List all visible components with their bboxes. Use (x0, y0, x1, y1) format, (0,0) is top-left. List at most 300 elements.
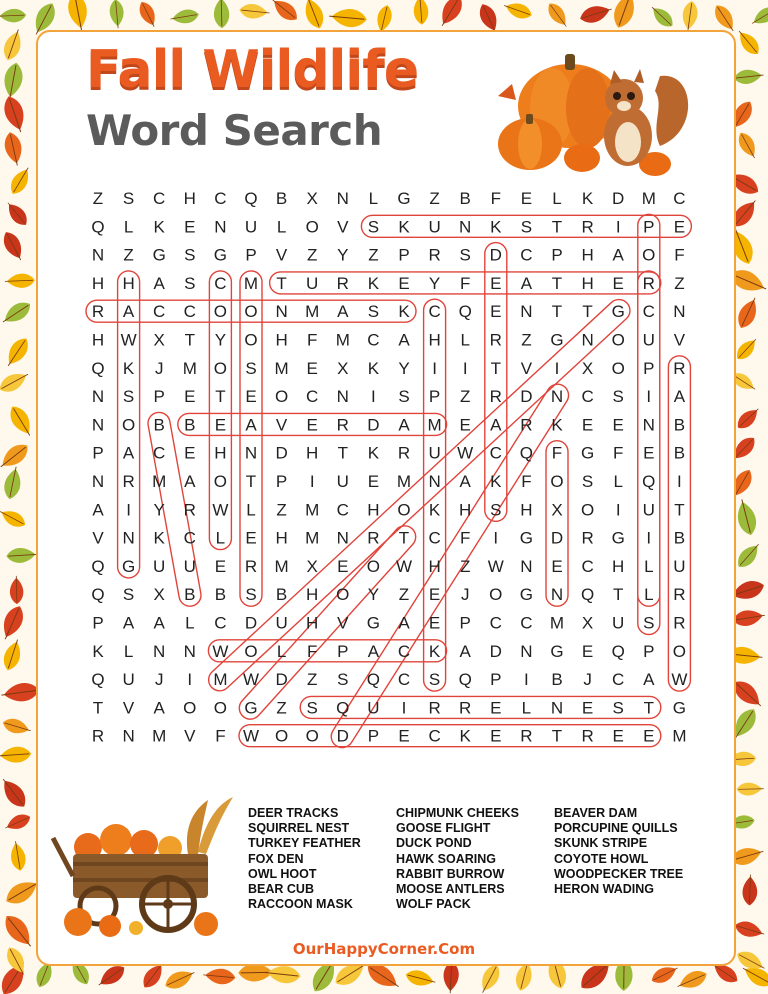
grid-letter: V (275, 245, 288, 265)
grid-letter: S (184, 245, 196, 265)
grid-letter: A (673, 387, 686, 407)
grid-letter: R (673, 585, 686, 605)
word-list-item: HAWK SOARING (396, 851, 496, 866)
grid-letter: O (213, 302, 228, 322)
grid-letter: P (551, 245, 563, 265)
word-list-column-1 (248, 806, 361, 912)
grid-letter: P (275, 472, 288, 491)
grid-letter: W (487, 556, 504, 576)
grid-letter: S (459, 245, 471, 265)
grid-letter: C (397, 670, 411, 690)
grid-letter: F (551, 443, 563, 463)
grid-letter: T (337, 443, 348, 463)
grid-letter: U (275, 613, 288, 633)
grid-letter: K (367, 273, 380, 293)
autumn-leaf-icon (413, 0, 430, 25)
autumn-leaf-icon (733, 540, 764, 572)
grid-letter: U (428, 217, 441, 237)
grid-letter: X (581, 613, 594, 633)
autumn-leaf-icon (213, 0, 229, 29)
grid-letter: A (612, 245, 624, 265)
grid-letter: Z (398, 585, 410, 605)
grid-letter: N (520, 302, 533, 322)
grid-letter: D (489, 245, 502, 265)
grid-letter: S (428, 670, 441, 690)
grid-letter: E (581, 698, 594, 718)
grid-letter: H (428, 330, 441, 350)
grid-letter: T (613, 585, 624, 605)
grid-letter: P (92, 613, 104, 633)
grid-letter: F (215, 726, 226, 746)
grid-letter: G (550, 330, 564, 350)
grid-letter: W (242, 726, 260, 746)
grid-letter: A (459, 472, 471, 491)
grid-letter: Q (458, 302, 472, 322)
grid-letter: R (336, 415, 349, 435)
grid-letter: K (153, 528, 165, 548)
grid-letter: E (612, 726, 624, 746)
grid-letter: A (184, 472, 196, 491)
grid-letter: N (642, 415, 655, 435)
grid-letter: O (489, 585, 503, 605)
grid-letter: H (91, 273, 105, 293)
grid-letter: M (335, 330, 350, 350)
grid-letter: L (276, 217, 287, 237)
grid-letter: I (462, 358, 468, 378)
grid-letter: S (643, 613, 655, 633)
grid-letter: B (214, 585, 227, 605)
grid-letter: R (367, 528, 380, 548)
autumn-leaf-icon (435, 0, 467, 30)
grid-letter: G (366, 613, 381, 633)
word-list-item: WOODPECKER TREE (554, 866, 684, 881)
autumn-leaf-icon (749, 3, 768, 29)
grid-letter: E (581, 641, 594, 661)
grid-letter: O (611, 330, 625, 350)
grid-letter: I (432, 358, 437, 378)
grid-letter: C (428, 726, 441, 746)
grid-letter: M (274, 556, 289, 576)
grid-letter: H (367, 500, 380, 520)
grid-letter: P (398, 245, 410, 265)
grid-letter: G (121, 556, 136, 576)
grid-letter: A (490, 415, 502, 435)
grid-letter: U (336, 472, 349, 491)
autumn-leaf-icon (65, 0, 90, 32)
grid-letter: H (428, 556, 441, 576)
grid-letter: T (92, 698, 104, 718)
grid-letter: U (428, 443, 441, 463)
grid-letter: U (183, 556, 196, 576)
grid-letter: R (91, 302, 105, 322)
grid-letter: M (641, 189, 656, 208)
grid-letter: C (397, 641, 411, 661)
grid-letter: W (457, 443, 474, 463)
grid-letter: J (460, 585, 470, 605)
grid-letter: Z (123, 245, 134, 265)
autumn-leaf-icon (0, 27, 25, 63)
grid-letter: O (274, 387, 289, 407)
grid-letter: Q (642, 472, 656, 491)
grid-letter: Z (307, 670, 318, 690)
autumn-leaf-icon (0, 746, 32, 764)
autumn-leaf-icon (735, 129, 761, 161)
grid-letter: F (490, 189, 501, 208)
grid-letter: E (581, 415, 594, 435)
grid-letter: R (336, 273, 349, 293)
grid-letter: Y (214, 330, 227, 350)
autumn-leaf-icon (0, 774, 31, 811)
grid-letter: V (92, 528, 104, 548)
grid-letter: E (184, 443, 196, 463)
grid-letter: C (336, 500, 349, 520)
grid-letter: B (153, 415, 165, 435)
autumn-leaf-icon (239, 3, 271, 20)
grid-letter: N (520, 641, 533, 661)
grid-letter: M (305, 528, 320, 548)
grid-letter: E (551, 556, 563, 576)
grid-letter: N (122, 528, 135, 548)
grid-letter: H (122, 273, 135, 293)
grid-letter: S (490, 500, 502, 520)
grid-letter: S (122, 387, 135, 407)
grid-letter: C (581, 556, 594, 576)
grid-letter: H (306, 443, 319, 463)
grid-letter: T (490, 358, 501, 378)
grid-letter: O (397, 500, 411, 520)
grid-letter: P (459, 613, 471, 633)
grid-letter: N (91, 472, 105, 491)
grid-letter: N (336, 189, 349, 208)
grid-letter: O (305, 726, 319, 746)
grid-letter: A (398, 330, 410, 350)
grid-letter: L (246, 500, 256, 520)
grid-letter: J (583, 670, 592, 690)
grid-letter: D (489, 641, 502, 661)
grid-letter: R (489, 330, 502, 350)
grid-letter: C (520, 245, 533, 265)
grid-letter: N (581, 330, 594, 350)
autumn-leaf-icon (268, 0, 301, 25)
grid-letter: T (582, 302, 593, 322)
grid-letter: J (154, 670, 164, 690)
grid-letter: Y (153, 500, 165, 520)
autumn-leaf-icon (264, 964, 301, 985)
grid-letter: G (519, 528, 534, 548)
grid-letter: U (367, 698, 380, 718)
grid-letter: R (520, 726, 533, 746)
grid-letter: H (275, 528, 288, 548)
grid-letter: N (275, 302, 288, 322)
grid-letter: E (306, 415, 318, 435)
autumn-leaf-icon (502, 0, 534, 22)
grid-letter: F (521, 472, 532, 491)
grid-letter: E (306, 358, 318, 378)
grid-letter: E (184, 387, 196, 407)
grid-letter: A (643, 670, 655, 690)
grid-letter: S (612, 387, 624, 407)
grid-letter: Z (92, 189, 104, 208)
grid-letter: K (581, 189, 594, 208)
grid-letter: D (367, 415, 380, 435)
grid-letter: W (242, 670, 260, 690)
grid-letter: C (489, 613, 502, 633)
grid-letter: I (646, 387, 652, 407)
autumn-leaf-icon (742, 874, 758, 905)
grid-letter: E (245, 387, 257, 407)
grid-letter: Y (337, 245, 349, 265)
autumn-leaf-icon (404, 968, 437, 990)
autumn-leaf-icon (732, 608, 766, 628)
grid-letter: P (367, 726, 380, 746)
grid-letter: S (367, 302, 380, 322)
grid-letter: H (306, 613, 319, 633)
grid-letter: B (673, 415, 686, 435)
autumn-leaf-icon (0, 506, 28, 531)
grid-letter: P (92, 443, 104, 463)
grid-letter: N (550, 585, 564, 605)
grid-letter: I (309, 472, 315, 491)
grid-letter: Q (91, 358, 105, 378)
grid-letter: E (428, 585, 441, 605)
grid-letter: C (183, 528, 196, 548)
grid-letter: S (581, 472, 594, 491)
autumn-leaf-icon (162, 966, 197, 993)
grid-letter: K (92, 641, 104, 661)
grid-letter: L (185, 613, 195, 633)
grid-letter: G (550, 641, 564, 661)
grid-letter: G (611, 528, 625, 548)
grid-letter: K (367, 443, 380, 463)
grid-letter: B (275, 585, 288, 605)
grid-letter: Q (458, 670, 472, 690)
grid-letter: I (493, 528, 499, 548)
grid-letter: C (153, 189, 166, 208)
grid-letter: R (489, 387, 502, 407)
grid-letter: E (490, 302, 502, 322)
autumn-leaf-icon (2, 465, 24, 500)
grid-letter: S (367, 217, 380, 237)
grid-letter: Q (91, 556, 105, 576)
grid-letter: R (673, 358, 686, 378)
grid-letter: A (153, 698, 165, 718)
grid-letter: R (520, 415, 533, 435)
autumn-leaf-icon (648, 2, 677, 30)
grid-letter: A (337, 302, 349, 322)
grid-letter: N (336, 528, 349, 548)
autumn-leaf-icon (8, 840, 27, 872)
grid-letter: S (245, 585, 257, 605)
pumpkin-squirrel-illustration (490, 36, 700, 186)
grid-letter: M (243, 273, 259, 293)
grid-letter: R (581, 726, 594, 746)
grid-letter: R (91, 726, 105, 746)
site-footer-link[interactable]: OurHappyCorner.Com (292, 940, 476, 958)
grid-letter: X (153, 585, 165, 605)
grid-letter: I (187, 670, 193, 690)
grid-letter: R (183, 500, 196, 520)
grid-letter: C (428, 302, 441, 322)
grid-letter: B (673, 443, 686, 463)
grid-letter: P (490, 670, 502, 690)
autumn-leaf-icon (328, 7, 367, 28)
word-list-item: DEER TRACKS (248, 806, 339, 820)
word-list-item: BEAR CUB (248, 882, 314, 897)
grid-letter: G (580, 443, 595, 463)
grid-letter: C (367, 330, 380, 350)
autumn-leaf-icon (109, 0, 125, 29)
grid-letter: O (213, 358, 228, 378)
grid-letter: S (122, 585, 135, 605)
grid-letter: M (152, 472, 167, 491)
grid-letter: N (520, 556, 533, 576)
grid-letter: Y (398, 358, 410, 378)
grid-letter: E (490, 273, 502, 293)
autumn-leaf-icon (733, 918, 766, 941)
grid-letter: E (643, 443, 655, 463)
grid-letter: D (275, 670, 288, 690)
grid-letter: H (581, 273, 594, 293)
grid-letter: P (337, 641, 349, 661)
grid-letter: O (213, 472, 228, 491)
squirrel-icon (604, 69, 688, 166)
grid-letter: K (428, 641, 441, 661)
grid-letter: T (551, 217, 563, 237)
grid-letter: N (214, 217, 227, 237)
word-list-item: GOOSE FLIGHT (396, 821, 491, 836)
grid-letter: S (306, 698, 318, 718)
grid-letter: M (213, 670, 228, 690)
grid-letter: Q (366, 670, 381, 690)
grid-letter: I (126, 500, 131, 520)
grid-letter: M (549, 613, 565, 633)
grid-letter: J (154, 358, 164, 378)
grid-letter: N (153, 641, 166, 661)
grid-letter: Y (428, 273, 441, 293)
grid-letter: N (91, 245, 105, 265)
grid-letter: H (275, 330, 288, 350)
grid-letter: O (336, 585, 350, 605)
grid-letter: E (214, 415, 227, 435)
grid-letter: E (428, 613, 441, 633)
grid-letter: V (520, 358, 533, 378)
autumn-leaf-icon (3, 811, 33, 834)
autumn-leaf-icon (0, 637, 25, 672)
autumn-leaf-icon (0, 94, 29, 135)
grid-letter: B (184, 415, 196, 435)
autumn-leaf-icon (5, 402, 36, 439)
grid-letter: H (581, 245, 594, 265)
word-list-item: RACCOON MASK (248, 897, 353, 912)
word-list-item: TURKEY FEATHER (248, 836, 361, 851)
autumn-leaf-icon (6, 547, 38, 564)
grid-letter: O (672, 641, 687, 661)
grid-letter: Q (611, 641, 625, 661)
autumn-leaf-icon (734, 27, 764, 59)
grid-letter: O (305, 217, 319, 237)
autumn-leaf-icon (733, 335, 761, 364)
grid-letter: T (276, 273, 287, 293)
grid-letter: K (551, 415, 563, 435)
grid-letter: I (615, 217, 621, 237)
page-subtitle: Word Search (86, 106, 383, 155)
grid-letter: F (460, 528, 471, 548)
grid-letter: S (398, 387, 410, 407)
grid-letter: C (581, 387, 594, 407)
grid-letter: A (520, 273, 533, 293)
grid-letter: U (642, 500, 655, 520)
autumn-leaf-icon (136, 0, 160, 30)
grid-letter: D (244, 613, 258, 633)
grid-letter: C (153, 443, 166, 463)
grid-letter: I (401, 698, 407, 718)
autumn-leaf-icon (610, 0, 640, 31)
grid-letter: L (460, 330, 470, 350)
grid-letter: D (520, 387, 533, 407)
autumn-leaf-icon (733, 497, 759, 537)
grid-letter: B (459, 189, 471, 208)
grid-letter: K (398, 302, 410, 322)
autumn-leaf-icon (10, 576, 24, 605)
grid-letter: T (551, 302, 563, 322)
grid-letter: P (428, 387, 441, 407)
grid-letter: C (214, 189, 227, 208)
grid-letter: R (581, 528, 594, 548)
grid-letter: M (305, 500, 320, 520)
grid-letter: Z (276, 698, 287, 718)
grid-letter: C (642, 302, 655, 322)
grid-letter: P (643, 217, 655, 237)
grid-letter: R (122, 472, 135, 491)
grid-letter: O (244, 302, 258, 322)
grid-letter: L (552, 189, 562, 208)
grid-letter: E (184, 217, 196, 237)
grid-letter: S (520, 217, 533, 237)
word-list-item: MOOSE ANTLERS (396, 882, 505, 897)
word-list-column-2 (396, 806, 519, 912)
grid-letter: R (397, 443, 411, 463)
grid-letter: Z (674, 273, 685, 293)
grid-letter: K (490, 472, 502, 491)
autumn-leaf-icon (681, 0, 700, 32)
grid-letter: Z (521, 330, 532, 350)
grid-letter: Z (460, 556, 471, 576)
grid-letter: O (550, 472, 564, 491)
grid-letter: T (551, 726, 563, 746)
grid-letter: E (214, 556, 227, 576)
grid-letter: L (521, 698, 532, 718)
grid-letter: S (245, 358, 257, 378)
grid-letter: M (182, 358, 197, 378)
grid-letter: H (520, 500, 533, 520)
grid-letter: Z (307, 245, 318, 265)
word-list-item: DUCK POND (396, 836, 472, 851)
grid-letter: N (673, 302, 686, 322)
grid-letter: Q (91, 217, 105, 237)
grid-letter: E (612, 415, 624, 435)
grid-letter: S (337, 670, 349, 690)
autumn-leaf-icon (675, 967, 710, 994)
grid-letter: N (91, 415, 105, 435)
grid-letter: A (153, 273, 165, 293)
grid-letter: G (244, 698, 258, 718)
grid-letter: W (395, 556, 413, 576)
grid-letter: I (524, 670, 529, 690)
grid-letter: A (122, 443, 135, 463)
grid-letter: L (644, 585, 654, 605)
grid-letter: M (396, 472, 412, 491)
grid-letter: T (398, 528, 410, 548)
